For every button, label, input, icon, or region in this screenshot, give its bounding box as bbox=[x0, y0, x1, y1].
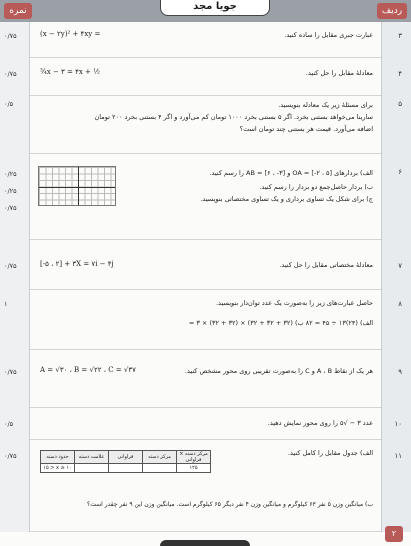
table-header-cell: علامت دسته bbox=[75, 451, 109, 464]
question-text-line: سارینا می‌خواهد بستنی بخرد. اگر ۵ بستنی بخرد ۱۰۰۰ تومان کم می‌آورد و اگر ۴ بستنی بخرد ۲۰۰ تومان bbox=[94, 113, 373, 121]
question-row bbox=[30, 22, 381, 58]
x-axis bbox=[39, 187, 115, 188]
coordinate-grid bbox=[38, 166, 116, 206]
question-number: ۱۱ bbox=[394, 452, 402, 460]
question-text: هر یک از نقاط A ، B و C را به‌صورت تقریبی روی محور مشخص کنید. bbox=[184, 367, 373, 375]
question-number: ۷ bbox=[398, 262, 402, 270]
frequency-table bbox=[40, 450, 211, 473]
question-score: ۰/۷۵ bbox=[4, 32, 17, 40]
y-axis bbox=[78, 167, 79, 205]
binding-strip bbox=[160, 540, 250, 546]
question-score: ۰/۷۵ bbox=[4, 368, 17, 376]
question-number: ۸ bbox=[398, 300, 402, 308]
table-cell bbox=[143, 464, 177, 473]
question-score: ۰/۷۵ bbox=[4, 452, 17, 460]
question-text-line: ج) برای شکل یک تساوی برداری و یک تساوی مختصاتی بنویسید. bbox=[200, 195, 373, 203]
question-score: ۰/۷۵ bbox=[4, 262, 17, 270]
question-score: ۰/۲۵ bbox=[4, 170, 17, 178]
row-header-label: ردیف bbox=[377, 3, 407, 19]
table-header-row bbox=[41, 451, 211, 464]
header-bar bbox=[0, 0, 411, 22]
question-text-line: ب) بردار حاصل‌جمع دو بردار را رسم کنید. bbox=[259, 183, 373, 191]
brand-logo: جویا مجد bbox=[160, 0, 270, 16]
question-score: ۰/۲۵ bbox=[4, 187, 17, 195]
question-score: ۰/۷۵ bbox=[4, 70, 17, 78]
question-text-line: اضافه می‌آورد. قیمت هر بستنی چند تومان است؟ bbox=[239, 125, 373, 133]
question-text: الف) جدول مقابل را کامل کنید. bbox=[287, 449, 373, 457]
score-header-label: نمره bbox=[4, 3, 32, 19]
question-number: ۶ bbox=[398, 168, 402, 176]
question-text: الف) بردارهای OA = [-۲ ، ۵] و AB = [۶ ، -۳] را رسم کنید. bbox=[209, 169, 373, 177]
table-header-cell: مرکز دسته × فراوانی bbox=[177, 451, 211, 464]
table-row bbox=[41, 464, 211, 473]
question-equation: [-۵ ، ۲] + ۳X = ۷i − ۴j bbox=[40, 260, 114, 268]
question-text: عبارت جبری مقابل را ساده کنید. bbox=[284, 31, 373, 39]
table-header-cell: مرکز دسته bbox=[143, 451, 177, 464]
table-header-cell: فراوانی bbox=[109, 451, 143, 464]
question-text: عدد ۳ − √۵ را روی محور نمایش دهید. bbox=[267, 419, 373, 427]
question-row bbox=[30, 350, 381, 408]
table-cell: ۱۵ > x ≥ ۱۰ bbox=[41, 464, 75, 473]
question-number: ۴ bbox=[398, 70, 402, 78]
question-number: ۵ bbox=[398, 100, 402, 108]
question-text: حاصل عبارت‌های زیر را به‌صورت یک عدد توان‌دار بنویسید. bbox=[215, 299, 373, 307]
question-text: معادلهٔ مختصاتی مقابل را حل کنید. bbox=[279, 261, 373, 269]
page-number: ۲ bbox=[385, 526, 403, 542]
question-equation: الف) (۲۴)۱۳ ÷ ۴۵ = ۸۲ ب) (۳۲ + ۳۲ + ۳۲) × (۳۲ + ۳۲) × ۳ = bbox=[188, 319, 373, 327]
question-equation: ¾x − ۳ = ۴x + ½ bbox=[40, 68, 100, 76]
question-number: ۳ bbox=[398, 32, 402, 40]
question-text: معادلهٔ مقابل را حل کنید. bbox=[305, 69, 373, 77]
question-score: ۰/۵ bbox=[4, 100, 14, 108]
question-equation: A = √۳۰ ، B = √۲۲ ، C = √۳۷ bbox=[40, 366, 136, 374]
question-score: ۰/۵ bbox=[4, 420, 14, 428]
question-equation: (x − ۲y)² + ۴xy = bbox=[40, 30, 101, 38]
table-cell bbox=[109, 464, 143, 473]
question-score: ۰/۷۵ bbox=[4, 204, 17, 212]
question-score: ۱ bbox=[4, 300, 8, 308]
question-text: برای مسئلهٔ زیر یک معادله بنویسید. bbox=[278, 101, 373, 109]
question-number: ۹ bbox=[398, 368, 402, 376]
question-text-line: ب) میانگین وزن ۵ نفر ۶۳ کیلوگرم و میانگین وزن ۴ نفر دیگر ۶۵ کیلوگرم است. میانگین وزن این ۹ نفر چقدر است؟ bbox=[87, 501, 373, 508]
question-number: ۱۰ bbox=[394, 420, 402, 428]
table-header-cell: حدود دسته bbox=[41, 451, 75, 464]
table-cell bbox=[75, 464, 109, 473]
table-cell: ۱۲۵ bbox=[177, 464, 211, 473]
